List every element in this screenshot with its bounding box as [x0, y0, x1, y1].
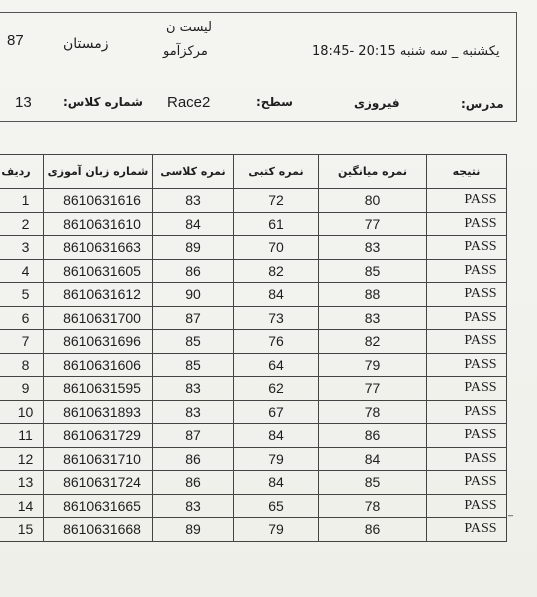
center-fragment: مرکزآمو — [163, 44, 208, 59]
cell-student-id: 8610631710 — [44, 447, 153, 471]
cell-class-grade: 85 — [153, 353, 234, 377]
cell-class-grade: 86 — [153, 471, 234, 495]
cell-class-grade: 89 — [153, 236, 234, 260]
cell-result: PASS — [427, 518, 507, 542]
schedule-text: یکشنبه _ سه شنبه 20:15 -18:45 — [312, 44, 500, 59]
table-row — [0, 400, 507, 424]
cell-average-grade: 83 — [319, 306, 427, 330]
grades-table — [0, 154, 507, 542]
cell-class-grade: 85 — [153, 330, 234, 354]
class-number-label: شماره کلاس: — [63, 95, 143, 109]
cell-index: 12 — [0, 447, 44, 471]
cell-result: PASS — [427, 353, 507, 377]
cell-written-grade: 84 — [234, 424, 319, 448]
cell-student-id: 8610631610 — [44, 212, 153, 236]
cell-index: 10 — [0, 400, 44, 424]
cell-result: PASS — [427, 424, 507, 448]
cell-written-grade: 62 — [234, 377, 319, 401]
table-row — [0, 259, 507, 283]
table-row — [0, 471, 507, 495]
cell-written-grade: 61 — [234, 212, 319, 236]
cell-index: 5 — [0, 283, 44, 307]
cell-result: PASS — [427, 494, 507, 518]
cell-average-grade: 78 — [319, 400, 427, 424]
cell-average-grade: 83 — [319, 236, 427, 260]
table-row — [0, 494, 507, 518]
cell-class-grade: 84 — [153, 212, 234, 236]
table-row — [0, 212, 507, 236]
class-number: 13 — [15, 94, 32, 111]
cell-index: 1 — [0, 189, 44, 213]
cell-result: PASS — [427, 259, 507, 283]
cell-average-grade: 88 — [319, 283, 427, 307]
cell-student-id: 8610631668 — [44, 518, 153, 542]
cell-written-grade: 84 — [234, 471, 319, 495]
cell-index: 3 — [0, 236, 44, 260]
cell-class-grade: 89 — [153, 518, 234, 542]
cell-result: PASS — [427, 189, 507, 213]
cell-student-id: 8610631665 — [44, 494, 153, 518]
cell-index: 9 — [0, 377, 44, 401]
cell-written-grade: 76 — [234, 330, 319, 354]
cell-student-id: 8610631595 — [44, 377, 153, 401]
cell-index: 13 — [0, 471, 44, 495]
cell-written-grade: 72 — [234, 189, 319, 213]
table-row — [0, 424, 507, 448]
cell-written-grade: 82 — [234, 259, 319, 283]
header-average-grade: نمره میانگین — [319, 155, 427, 189]
cell-student-id: 8610631612 — [44, 283, 153, 307]
cell-result: PASS — [427, 212, 507, 236]
cell-class-grade: 83 — [153, 400, 234, 424]
header-index: ردیف — [0, 155, 44, 189]
cell-result: PASS — [427, 306, 507, 330]
cell-class-grade: 86 — [153, 447, 234, 471]
header-student-id: شماره زبان آموزی — [44, 155, 153, 189]
table-row — [0, 283, 507, 307]
level-label: سطح: — [256, 95, 293, 109]
table-row — [0, 306, 507, 330]
cell-written-grade: 79 — [234, 447, 319, 471]
cell-written-grade: 79 — [234, 518, 319, 542]
cell-result: PASS — [427, 330, 507, 354]
cell-average-grade: 86 — [319, 518, 427, 542]
cell-average-grade: 85 — [319, 471, 427, 495]
cell-written-grade: 70 — [234, 236, 319, 260]
cell-index: 15 — [0, 518, 44, 542]
cell-index: 4 — [0, 259, 44, 283]
cell-class-grade: 90 — [153, 283, 234, 307]
cell-written-grade: 73 — [234, 306, 319, 330]
cell-student-id: 8610631893 — [44, 400, 153, 424]
table-header-row — [0, 155, 507, 189]
code-number: 87 — [7, 32, 24, 49]
header-class-grade: نمره کلاسی — [153, 155, 234, 189]
cell-average-grade: 79 — [319, 353, 427, 377]
header-result: نتیجه — [427, 155, 507, 189]
cell-index: 11 — [0, 424, 44, 448]
cell-average-grade: 82 — [319, 330, 427, 354]
cell-result: PASS — [427, 236, 507, 260]
cell-student-id: 8610631663 — [44, 236, 153, 260]
cell-student-id: 8610631700 — [44, 306, 153, 330]
cell-average-grade: 86 — [319, 424, 427, 448]
cell-student-id: 8610631616 — [44, 189, 153, 213]
cell-average-grade: 77 — [319, 212, 427, 236]
table-row — [0, 330, 507, 354]
cell-index: 6 — [0, 306, 44, 330]
cell-student-id: 8610631729 — [44, 424, 153, 448]
cell-written-grade: 67 — [234, 400, 319, 424]
table-row — [0, 353, 507, 377]
cell-index: 7 — [0, 330, 44, 354]
cell-student-id: 8610631605 — [44, 259, 153, 283]
stray-mark: _ — [508, 506, 513, 517]
cell-written-grade: 84 — [234, 283, 319, 307]
cell-result: PASS — [427, 447, 507, 471]
cell-result: PASS — [427, 377, 507, 401]
cell-result: PASS — [427, 400, 507, 424]
cell-average-grade: 78 — [319, 494, 427, 518]
cell-written-grade: 65 — [234, 494, 319, 518]
title-fragment: لیست ن — [166, 20, 212, 35]
cell-class-grade: 83 — [153, 189, 234, 213]
cell-average-grade: 80 — [319, 189, 427, 213]
cell-class-grade: 86 — [153, 259, 234, 283]
cell-result: PASS — [427, 283, 507, 307]
cell-index: 8 — [0, 353, 44, 377]
cell-class-grade: 87 — [153, 306, 234, 330]
cell-student-id: 8610631606 — [44, 353, 153, 377]
term-label: زمستان — [63, 36, 109, 52]
cell-class-grade: 83 — [153, 377, 234, 401]
cell-result: PASS — [427, 471, 507, 495]
table-row — [0, 377, 507, 401]
level-value: Race2 — [167, 94, 211, 111]
cell-written-grade: 64 — [234, 353, 319, 377]
cell-student-id: 8610631724 — [44, 471, 153, 495]
header-written-grade: نمره کتبی — [234, 155, 319, 189]
table-row — [0, 236, 507, 260]
cell-average-grade: 84 — [319, 447, 427, 471]
table-row — [0, 189, 507, 213]
teacher-label: مدرس: — [461, 97, 504, 111]
table-row — [0, 518, 507, 542]
table-row — [0, 447, 507, 471]
cell-class-grade: 87 — [153, 424, 234, 448]
cell-index: 2 — [0, 212, 44, 236]
teacher-name: فیروزی — [354, 96, 400, 110]
cell-average-grade: 77 — [319, 377, 427, 401]
cell-student-id: 8610631696 — [44, 330, 153, 354]
cell-average-grade: 85 — [319, 259, 427, 283]
cell-class-grade: 83 — [153, 494, 234, 518]
cell-index: 14 — [0, 494, 44, 518]
